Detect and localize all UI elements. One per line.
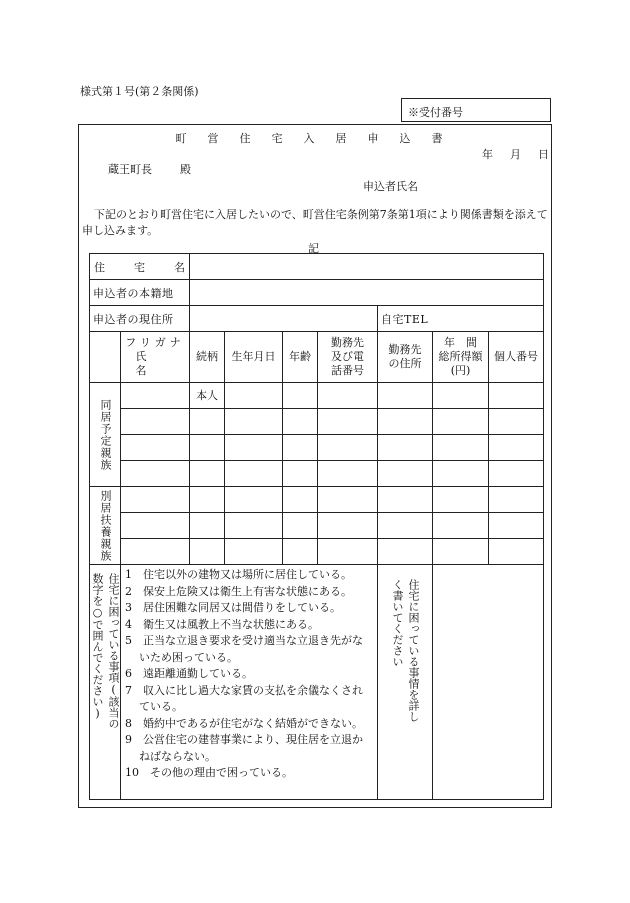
header-line: 勤務先 [331,336,364,349]
family-cell[interactable] [318,487,378,513]
detail-input[interactable] [433,565,544,800]
family-cell[interactable] [378,487,433,513]
family-cell[interactable] [190,487,225,513]
family-cell[interactable] [121,435,190,461]
header-line: 及び電 [331,350,364,363]
family-cell[interactable] [489,435,544,461]
family-cell[interactable] [318,539,378,565]
family-cell[interactable] [489,487,544,513]
family-cell[interactable] [489,409,544,435]
age-header: 年齢 [283,332,318,383]
family-cell[interactable] [225,435,283,461]
family-cell[interactable] [190,513,225,539]
family-row [90,409,544,435]
family-row-self [90,383,544,409]
header-line: 年 間 [444,336,477,349]
conditions-label-sub: 数字を○で囲んでください) [91,573,104,720]
family-cell[interactable] [121,487,190,513]
family-cell[interactable] [190,409,225,435]
condition-item-cont: いため困っている。 [139,650,238,664]
receipt-number-box[interactable] [401,98,551,122]
label-char: 宅 [134,260,145,274]
header-line: 勤務先 [388,343,422,356]
name-header [121,332,190,383]
condition-item-cont: ている。 [139,700,183,713]
family-cell[interactable] [433,409,489,435]
domicile-row [90,280,544,306]
header-line: 総所得額 [438,350,483,363]
title-char: 営 [207,132,219,145]
header-line: (円) [450,364,471,377]
family-cell[interactable] [283,461,318,487]
conditions-label [90,565,121,800]
address-row [90,306,544,332]
family-cell[interactable] [121,539,190,565]
family-cell[interactable] [433,461,489,487]
family-cell[interactable] [378,435,433,461]
income-header [433,332,489,383]
family-cell[interactable] [283,435,318,461]
condition-item[interactable]: 9 公営住宅の建替事業により、現住居を立退か [125,733,363,746]
domicile-input[interactable] [190,280,544,306]
family-cell[interactable] [318,513,378,539]
self-relation: 本人 [190,383,225,409]
family-row [90,539,544,565]
year-label: 年 [482,148,493,161]
domicile-label: 申込者の本籍地 [90,280,190,306]
condition-item[interactable]: 8 婚約中であるが住宅がなく結婚ができない。 [125,716,363,730]
title-char: 居 [335,132,347,145]
condition-item[interactable]: 6 遠距離通勤している。 [125,667,253,680]
family-cell[interactable] [318,435,378,461]
family-cell[interactable] [378,539,433,565]
address-input[interactable] [190,306,378,332]
family-cell[interactable] [225,513,283,539]
family-cell[interactable] [489,539,544,565]
condition-item-cont: ねばならない。 [139,749,216,763]
family-cell[interactable] [489,513,544,539]
family-cell[interactable] [190,461,225,487]
family-cell[interactable] [225,539,283,565]
work-address-header [378,332,433,383]
birthdate-header: 生年月日 [225,332,283,383]
conditions-row [90,565,544,800]
title-char: 町 [175,132,187,145]
family-cell[interactable] [489,383,544,409]
addressee [108,161,191,177]
ki-mark: 記 [308,242,319,255]
family-cell[interactable] [433,539,489,565]
header-line: の住所 [388,357,422,370]
home-tel-field[interactable]: 自宅TEL [378,306,544,332]
family-row [90,435,544,461]
title-char: 入 [303,132,315,145]
family-cell[interactable] [121,461,190,487]
title-char: 宅 [271,132,283,145]
name-label: 氏名 [135,350,175,377]
family-cell[interactable] [318,409,378,435]
family-cell[interactable] [378,461,433,487]
family-cell[interactable] [190,539,225,565]
cohabit-group-text: 同居予定親族 [99,398,112,471]
family-cell[interactable] [225,409,283,435]
family-cell[interactable] [378,409,433,435]
condition-item[interactable]: 10 その他の理由で困っている。 [125,766,293,779]
blank-header-cell [90,332,121,383]
family-cell[interactable] [190,435,225,461]
family-cell[interactable] [489,461,544,487]
applicant-name-field[interactable]: 申込者氏名 [363,180,418,193]
conditions-list [121,565,378,800]
family-header-row [90,332,544,383]
family-cell[interactable] [433,383,489,409]
family-cell[interactable] [433,487,489,513]
condition-item[interactable]: 7 収入に比し過大な家賃の支払を余儀なくされ [125,683,363,697]
housing-name-row [90,254,544,280]
family-cell[interactable] [121,409,190,435]
family-cell[interactable] [433,513,489,539]
housing-name-label [90,254,190,280]
family-cell[interactable] [378,513,433,539]
conditions-label-main: 住宅に困っている事項(該当の [107,573,120,729]
separate-group-label [90,487,121,565]
family-cell[interactable] [283,513,318,539]
detail-label [378,565,433,800]
housing-name-input[interactable] [190,254,544,280]
label-char: 住 [94,260,105,274]
family-cell[interactable] [225,383,283,409]
month-label: 月 [510,148,521,161]
family-cell[interactable] [318,383,378,409]
receipt-number-label: ※受付番号 [408,106,463,119]
title-char: 書 [431,132,443,145]
family-row [90,487,544,513]
form-title [165,130,465,146]
honorific: 殿 [180,163,191,176]
title-char: 住 [239,132,251,145]
family-cell[interactable] [378,383,433,409]
family-cell[interactable] [225,487,283,513]
condition-item[interactable]: 1 住宅以外の建物又は場所に居住している。 [125,568,352,581]
condition-item[interactable]: 5 正当な立退き要求を受け適当な立退き先がな [125,634,363,647]
detail-label-sub: く書いてください [391,579,404,667]
title-char: 申 [367,132,379,145]
label-char: 名 [174,260,185,274]
workplace-header [318,332,378,383]
family-cell[interactable] [283,539,318,565]
family-cell[interactable] [121,513,190,539]
application-table [89,253,544,800]
condition-item[interactable]: 3 居住困難な同居又は間借りをしている。 [125,601,341,614]
personal-number-header: 個人番号 [489,332,544,383]
date-line[interactable] [465,146,549,162]
separate-group-text: 別居扶養親族 [99,489,112,562]
family-row [90,513,544,539]
address-label: 申込者の現住所 [90,306,190,332]
relation-header: 続柄 [190,332,225,383]
addressee-name: 蔵王町長 [108,163,152,176]
form-reference: 様式第１号(第２条関係) [80,85,199,98]
title-char: 込 [399,132,411,145]
application-statement: 下記のとおり町営住宅に入居したいので、町営住宅条例第7条第1項により関係書類を添えて申し込みます。 [82,208,548,237]
family-cell[interactable] [283,383,318,409]
family-cell[interactable] [283,487,318,513]
family-row [90,461,544,487]
day-label: 日 [538,148,549,161]
condition-item[interactable]: 2 保安上危険又は衛生上有害な状態にある。 [125,584,352,598]
family-cell[interactable] [121,383,190,409]
family-cell[interactable] [225,461,283,487]
cohabit-group-label [90,383,121,487]
family-cell[interactable] [283,409,318,435]
furigana-label: フリガナ [125,336,185,349]
header-line: 話番号 [331,364,364,377]
family-cell[interactable] [318,461,378,487]
detail-label-main: 住宅に困っている事情を詳し [407,579,420,722]
condition-item[interactable]: 4 衛生又は風教上不当な状態にある。 [125,617,319,631]
family-cell[interactable] [433,435,489,461]
